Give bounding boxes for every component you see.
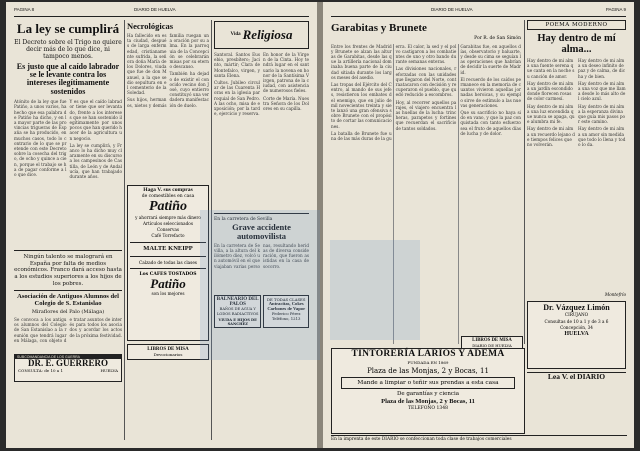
ad-balneario-foot: VIUDA E HIJOS DE SANCHEZ (218, 318, 257, 327)
newspaper-spread (6, 2, 634, 448)
footer-imprenta: En la imprenta de este DIARIO se confeccionan toda clase de trabajos comerciales (331, 435, 627, 442)
logo-text: Religiosa (242, 27, 293, 43)
tintoreria-address2: Plaza de las Monjas, 2 y Bocas, 11 (381, 397, 475, 405)
ad-compras-line: y ahorrará siempre más dinero (135, 215, 201, 221)
religiosa-body: Santoral. Santos Eusebio, presbítero; Jacinto, mártir; Clara de Montefalco, virgen, y santa Elena. Cultos. Jubileo circular de las Cuarenta Horas en la iglesia parroquial de San Pedro. A las ocho, misa de exposición; por la tarde, ejercicio y reserva. En honor de la Virgen de la Cinta. Hoy tendrá lugar en el santuario la novena en honor de la Santísima Virgen, patrona de la ciudad, con asistencia de numerosos fieles. Corte de María. Nuestra Señora de los Dolores en su capilla. (214, 52, 309, 117)
ad-guerrero-hours: CONSULTA: de 10 a 1 (18, 368, 63, 374)
tintoreria-address: Plaza de las Monjas, 2 y Bocas, 11 (367, 366, 489, 375)
left-page-header (14, 6, 309, 17)
assoc-sub: Miraflores del Palo (Málaga) (31, 309, 105, 316)
lea-diario-strip: Lea V. el DIARIO (527, 372, 626, 381)
right-col-3 (527, 20, 626, 442)
note-talento: Ningún talento se malogrará en España por falta de medios económicos. Franco dará acceso hasta a los estudios superiores a los hijos de los pobres. (14, 254, 122, 287)
garabitas-body: Entre los frentes de Madrid y Brunete se alzan las alturas de Garabitas, desde las que la artillería nacional dominaba buena parte de la ciudad sitiada durante los largos meses del asedio. Las tropas del Ejército del Centro, al mando de sus jefes, resistieron los embates del enemigo, que en julio de mil novecientos treinta y siete lanzó una gran ofensiva sobre Brunete con el propósito de cortar las comunicaciones. La batalla de Brunete fue una de las más duras de la guerra. El calor, la sed y el polvo castigaron a los combatientes de uno y otro bando durante semanas enteras. Las divisiones nacionales, reforzadas con las unidades que llegaron del Norte, contraatacaron con decisión y recuperaron el pueblo, que quedó reducido a escombros. Hoy, al recorrer aquellos parajes, el viajero encuentra las huellas de la lucha: trincheras, parapetos y fortines que recuerdan el sacrificio de tantos soldados. Garabitas fue, en aquellos días, observatorio y baluarte, y desde su cima se seguían las operaciones que habrían de decidir la suerte de Madrid. El recuerdo de los caídos permanece en la memoria de cuantos vivieron aquellas jornadas heroicas, y su ejemplo sirve de estímulo a las nuevas generaciones. Que su sacrificio no haya sido en vano, y que la paz conquistada con tanto esfuerzo sea el fruto de aquellos días de lucha y de dolor. (331, 43, 521, 141)
ad-cafes-sub: son los mejores (151, 290, 185, 296)
accidente-head: En la carretera de Sevilla (214, 217, 273, 222)
poema-section: POEMA MODERNO (527, 20, 626, 30)
ad-libros-title: LIBROS DE MISA (147, 346, 189, 352)
ad-calzado: Calzado de todas las clases (139, 260, 197, 266)
left-col-2 (127, 20, 209, 442)
tintoreria-slogan: Mande a limpiar o teñir sus prendas a esta casa (341, 377, 515, 389)
byline: Por R. de San Simón (474, 35, 521, 41)
ad-guerrero (14, 354, 122, 382)
ad-compras-title: Haga V. sus compras (143, 186, 193, 193)
poema-signature: Montefrío (604, 292, 626, 298)
headline-poema: Hay dentro de mí alma... (537, 33, 616, 56)
subhead-labrador: Es justo que al caído labrador se le levante contra los intereses ilegítimamente sostenidos (16, 61, 120, 96)
ad-balneario-sub: BAÑOS DE AGUA Y LODOS RADIACTIVOS (216, 307, 259, 316)
tintoreria-slogan2: De garantías y ciencia (396, 390, 460, 397)
ad-vazquez-title: Dr. Vázquez Limón (543, 303, 610, 313)
scan-tint (330, 240, 420, 340)
ad-malte: MALTE KNEIPP (143, 245, 193, 253)
ad-compras-line: Conservas (156, 227, 180, 233)
column-rule (124, 20, 125, 440)
ad-cafes-brand: Patiño (150, 276, 186, 292)
ad-vazquez-line: Consultas de 10 a 1 y de 3 a 6 (544, 319, 609, 325)
lead-text: El Decreto sobre el Trigo no quiere decir más de lo que dice, ni tampoco menos. (14, 38, 122, 60)
ad-vazquez-line: HUELVA (564, 331, 589, 338)
right-page (323, 2, 634, 448)
ad-strip: SUBCOMANDANCIA DE LOS GUERRA (15, 355, 121, 359)
vida-religiosa-logo (214, 21, 309, 49)
scan-tint (200, 210, 320, 360)
ad-compras-sub: de comestibles en casa (141, 193, 195, 199)
tintoreria-phone: TELEFONO 1348 (408, 405, 448, 411)
tintoreria-founded: FUNDADA EN 1869 (407, 359, 449, 365)
ad-carbones-line: Antracitas, Cokes (268, 300, 304, 306)
ad-carbones-phone: Teléfono, 1213 (271, 316, 301, 322)
paper-name: DIARIO DE HUELVA (134, 7, 176, 12)
paper-name: DIARIO DE HUELVA (431, 7, 473, 12)
headline-necrologicas: Necrológicas (127, 21, 174, 31)
ad-carbones-line: Federico Pérez (271, 311, 301, 317)
ad-tintoreria (331, 348, 525, 434)
column-rule (524, 20, 525, 344)
ad-compras-brand: Patiño (148, 198, 188, 214)
page-number: PAGINA 9 (605, 7, 626, 12)
ad-vazquez-limon (527, 301, 626, 369)
page-number: PAGINA 8 (14, 7, 35, 12)
ad-guerrero-title: DR. E. GUERRERO (27, 358, 108, 369)
ad-cafes-title: Los CAFES TOSTADOS (139, 272, 197, 278)
assoc-body: Se convoca a los antiguos alumnos del Colegio de San Estanislao a la reunión que tendrá lugar en Málaga, con objeto de tratar asuntos de interés para todos los asociados y acordar los actos de la próxima festividad. (14, 317, 122, 343)
ad-vazquez-line: Concepción, 34 (560, 325, 593, 331)
ad-vazquez-sub: CIRUJANO (564, 312, 589, 318)
poema-body: Hay dentro de mi alma una fuente serena que canta en la noche su canción de amor. Hay dentro de mi alma un jardín escondido donde florecen rosas de color carmesí. Hay dentro de mi alma una luz encendida que nunca se apaga, que alumbra mi fe. Hay dentro de mi alma un recuerdo lejano de tiempos felices que no volverán. Hay dentro de mi alma un deseo infinito de paz y de calma, de dicha y de bien. Hay dentro de mi alma una voz que me llama desde lo más alto del cielo azul. Hay dentro de mi alma la esperanza divina que guía mis pasos por este camino. Hay dentro de mi alma un amor sin medida que todo lo llena y todo lo da. (527, 58, 626, 148)
headline-ley: La ley se cumplirá (16, 21, 120, 36)
accidente-body: En la carretera de Sevilla, a la altura del kilómetro diez, volcó un automóvil en el que viajaban varias personas, resultando heridas de diversa consideración, que fueron asistidas en la casa de socorro. (214, 242, 309, 269)
accidente-headline: Grave accidente automovilista (232, 222, 291, 241)
right-page-header (331, 6, 626, 17)
headline-garabitas: Garabitas y Brunete (331, 22, 427, 34)
ad-libros-sub: DIARIO DE HUELVA (472, 343, 512, 349)
ad-patino-compras (127, 185, 209, 341)
ad-compras-line: Café Torrefacto (151, 233, 185, 239)
ad-libros-sub: Devocionarios (153, 352, 183, 358)
ad-carbones-line: Carbones de Vapor (267, 305, 306, 311)
ad-balneario-title: BALNEARIO DEL PALOS (216, 296, 259, 308)
logo-prefix: Vida (230, 32, 241, 38)
ad-compras-line: Artículos seleccionados (143, 221, 193, 227)
ad-carbones-title: DE TODAS CLASES (267, 296, 306, 302)
ad-guerrero-city: HUELVA (100, 368, 118, 374)
article-body: Atónito de la ley que fue Patiño, a unos varios, ha hecho que esa palabra de Patiño ha dicho, y en la mayor parte de las provincias trigueras de España se ha producido, en muchos casos, todo lo contrario de lo que se pretende con este Decreto sobre la cosecha del trigo, de ocho y quince a cien, porque el trabajo se ha de pagar conforme a lo que dice. Y es que el caído labrador tiene que ser levantado, frente a los intereses que se han sostenido ilegítimamente por unos pocos que han querido hacer de la agricultura un negocio. La ley se cumplirá, y Franco lo ha dicho muy claramente en su discurso a los campesinos de Castilla, de León y de Andalucía, que han trabajado durante años. (14, 99, 122, 180)
assoc-headline: Asociación de Antiguos Alumnos del Colegio de S. Estanislao (17, 293, 119, 308)
necrologicas-body: Ha fallecido en esta ciudad, después de larga enfermedad, cristianamente sufrida, la señora doña María de los Dolores, viuda que fue de don Manuel, a la que se dio sepultura en el cementerio de la Soledad. Sus hijos, hermanos, nietos y demás familia ruegan una oración por su alma. En la parroquia de la Concepción se celebrarán misas por su eterno descanso. También ha dejado de existir el conocido vecino don José, cuyo entierro constituyó una verdadera manifestación de duelo. (127, 32, 209, 108)
left-col-1 (14, 20, 122, 442)
ad-libros-misa-left (127, 344, 209, 360)
tintoreria-title: TINTORERÍA LARIOS Y ADEMA (351, 349, 505, 359)
ad-libros-title: LIBROS DE MISA (472, 338, 512, 343)
